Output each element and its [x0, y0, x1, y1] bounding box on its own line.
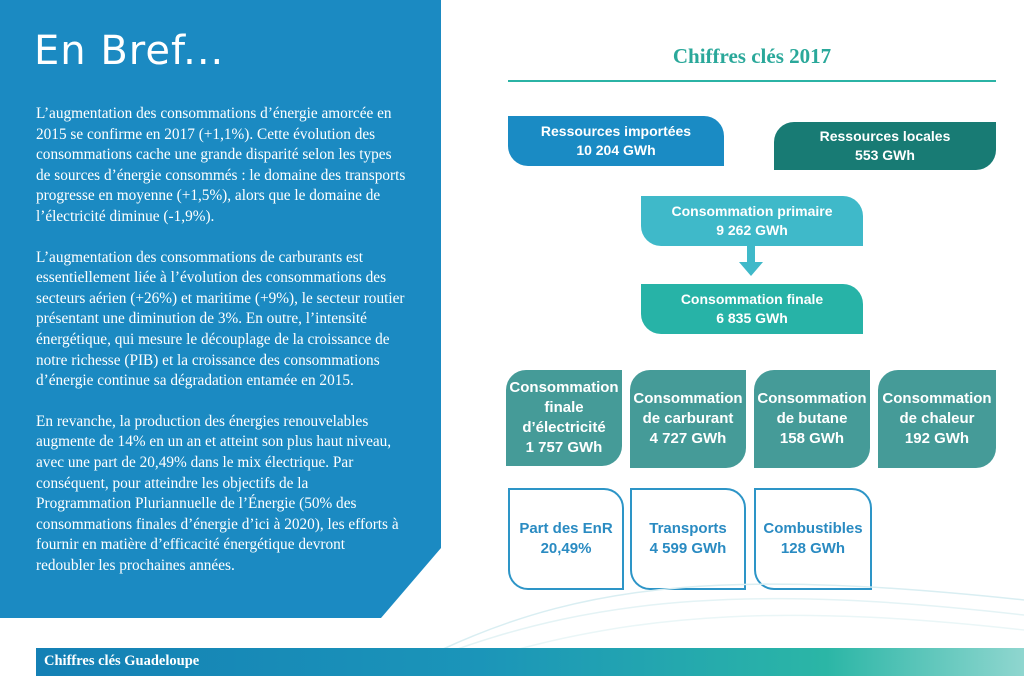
- box-line: Part des EnR: [519, 520, 613, 537]
- summary-paragraph-2: L’augmentation des consommations de carburants est essentiellement liée à l’évolution des consommations des secteurs aérien (+26%) et maritime (+9%), le secteur routier présentant une diminution de 3%. En outre, l’intensité énergétique, qui mesure le découplage de la croissance de notre richesse (PIB) et la croissance des consommations d’énergie continue sa dégradation entamée en 2015.: [36, 248, 405, 390]
- down-arrow-icon: [739, 262, 763, 276]
- box-line: Consommation: [882, 390, 992, 407]
- box-value: 158 GWh: [779, 430, 845, 447]
- box-line: de butane: [776, 410, 848, 427]
- box-line: Combustibles: [763, 520, 863, 537]
- final-consumption-box: [641, 284, 863, 334]
- local-label: Ressources locales: [819, 128, 951, 144]
- local-resources-box: [774, 122, 996, 170]
- page-title: En Bref...: [34, 28, 225, 74]
- summary-paragraph-1: L’augmentation des consommations d’énergie amorcée en 2015 se confirme en 2017 (+1,1%). Cette évolution des consommations cache une grande disparité selon les types de sources d’énergie consommés : le domaine des transports progresse en moyenne (+1,5%), alors que le domaine de l’électricité diminue (-1,9%).: [36, 105, 406, 225]
- summary-text: [36, 104, 406, 596]
- box-line: d’électricité: [522, 419, 606, 436]
- primary-label: Consommation primaire: [671, 203, 833, 219]
- box-value: 128 GWh: [780, 540, 846, 557]
- box-line: Consommation: [633, 390, 743, 407]
- box-value: 4 599 GWh: [649, 540, 727, 557]
- electricity-consumption-box: [506, 370, 622, 466]
- key-figures-title: Chiffres clés 2017: [672, 44, 832, 68]
- title-divider: [508, 80, 996, 82]
- final-label: Consommation finale: [680, 291, 824, 307]
- box-line: de carburant: [642, 410, 734, 427]
- summary-paragraph-3: En revanche, la production des énergies renouvelables augmente de 14% en un an et atteint son plus haut niveau, avec une part de 20,49% dans le mix électrique. Par conséquent, pour atteindre les objectifs de la Programmation Pluriannuelle de l’Énergie (50% des consommations finales d’énergie d’ici à 2020), les efforts à fournir en matière d’efficacité énergétique devront redoubler les prochaines années.: [36, 412, 399, 574]
- box-value: 1 757 GWh: [525, 439, 603, 456]
- box-line: de chaleur: [899, 410, 975, 427]
- box-line: Transports: [649, 520, 727, 537]
- local-value: 553 GWh: [855, 147, 915, 163]
- box-value: 20,49%: [540, 540, 592, 557]
- footer-label: Chiffres clés Guadeloupe: [44, 653, 200, 669]
- flow-arrow-stem: [747, 246, 755, 262]
- imported-label: Ressources importées: [540, 123, 692, 139]
- imported-value: 10 204 GWh: [576, 142, 656, 158]
- box-line: Consommation: [509, 379, 619, 396]
- imported-resources-box: [508, 116, 724, 166]
- box-line: finale: [544, 399, 584, 416]
- box-line: Consommation: [757, 390, 867, 407]
- primary-consumption-box: [641, 196, 863, 246]
- footer-bar: [36, 648, 1024, 676]
- fuel-consumption-box: [630, 370, 746, 468]
- box-value: 192 GWh: [904, 430, 970, 447]
- decorative-wave: [441, 560, 1024, 660]
- heat-consumption-box: [878, 370, 996, 468]
- box-value: 4 727 GWh: [649, 430, 727, 447]
- butane-consumption-box: [754, 370, 870, 468]
- primary-value: 9 262 GWh: [716, 222, 788, 238]
- final-value: 6 835 GWh: [716, 310, 788, 326]
